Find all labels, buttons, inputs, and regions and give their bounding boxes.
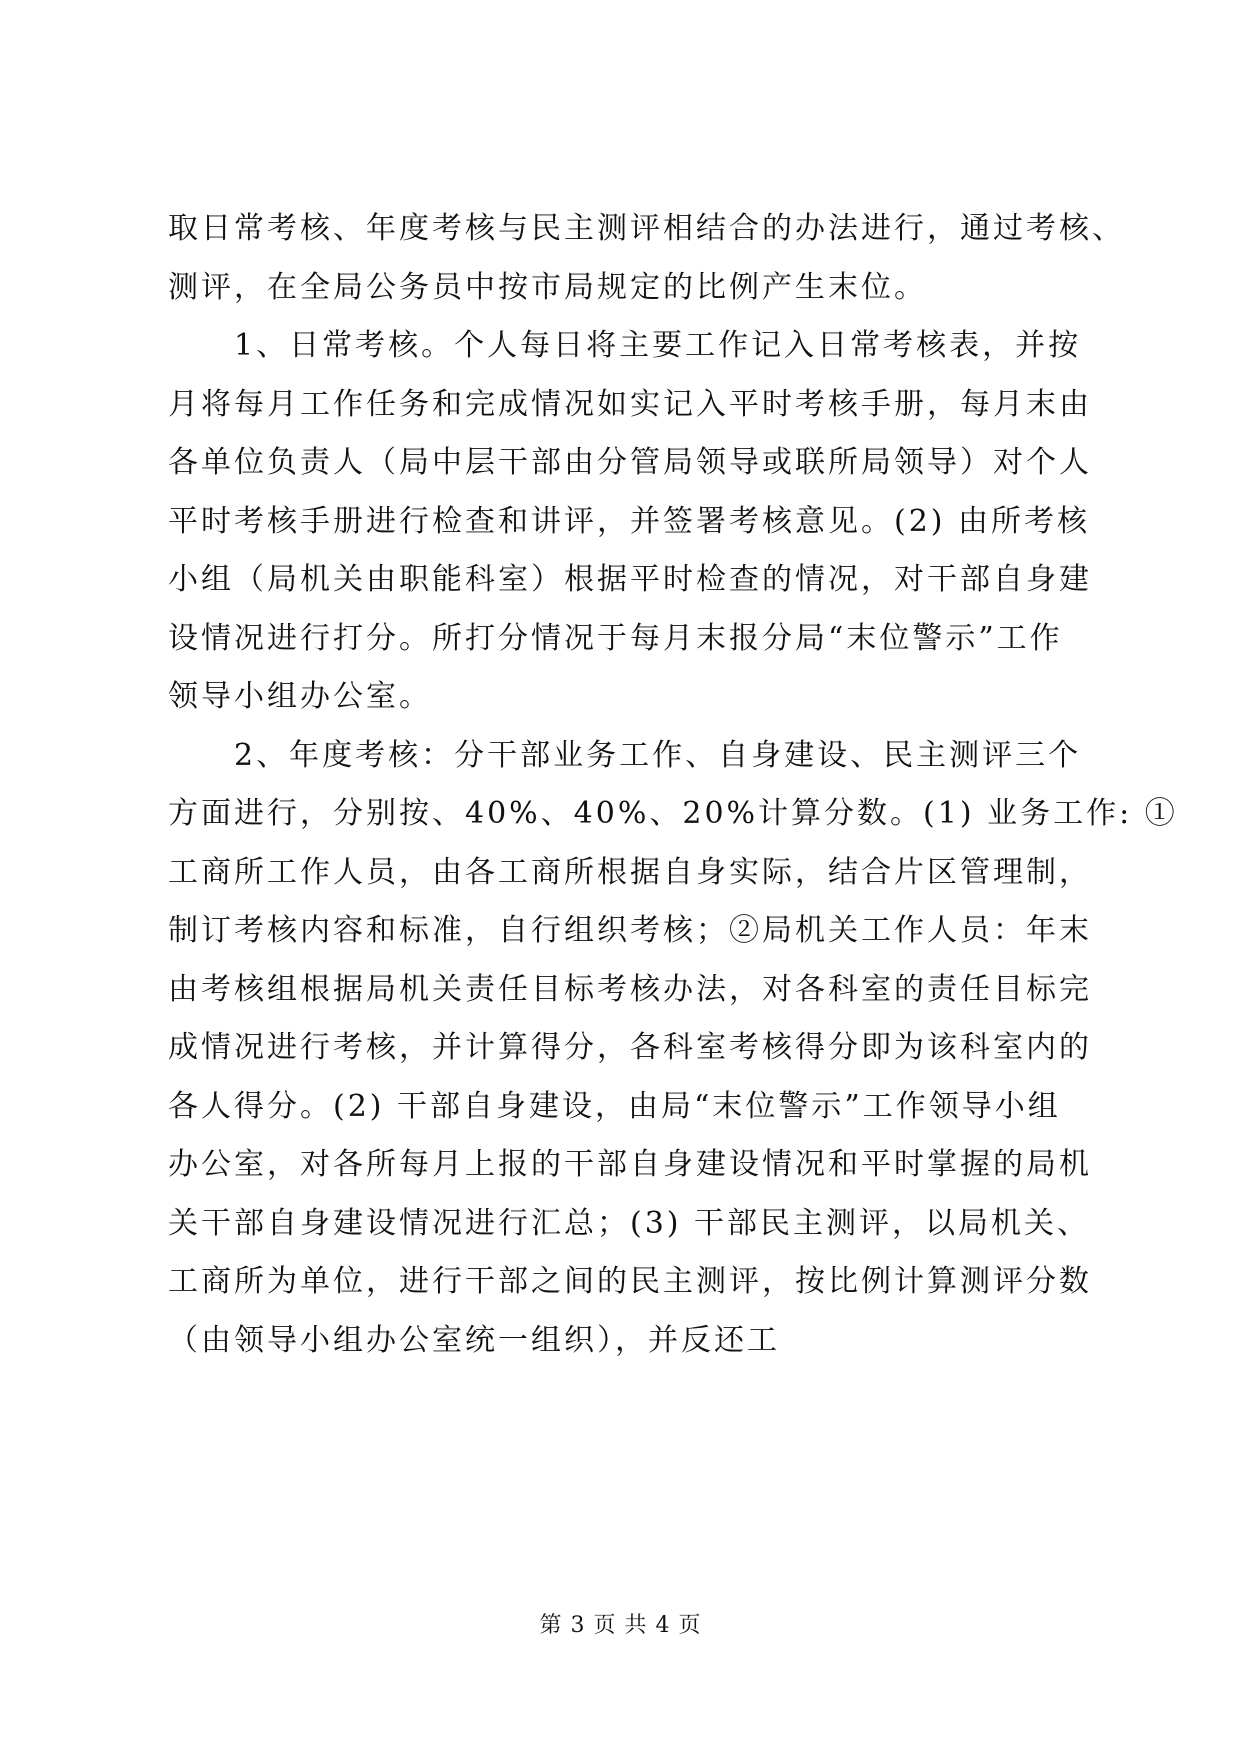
page-footer: [0, 1608, 1241, 1639]
text-line: 工商所为单位，进行干部之间的民主测评，按比例计算测评分数: [168, 1264, 1092, 1299]
text-line: 领导小组办公室。: [168, 679, 432, 714]
text-line: 各单位负责人（局中层干部由分管局领导或联所局领导）对个人: [168, 445, 1092, 480]
text-line: 办公室，对各所每月上报的干部自身建设情况和平时掌握的局机: [168, 1147, 1092, 1182]
text-line: 平时考核手册进行检查和讲评，并签署考核意见。(2) 由所考核: [168, 503, 1091, 539]
text-line: 2、年度考核：分干部业务工作、自身建设、民主测评三个: [168, 737, 1082, 773]
text-line: 工商所工作人员，由各工商所根据自身实际，结合片区管理制，: [168, 854, 1092, 890]
text-line: 方面进行，分别按、40%、40%、20%计算分数。(1) 业务工作: ①: [168, 796, 1178, 831]
text-line: 制订考核内容和标准，自行组织考核；②局机关工作人员：年末: [168, 913, 1092, 948]
text-line: 取日常考核、年度考核与民主测评相结合的办法进行，通过考核、: [168, 211, 1125, 246]
text-line: （由领导小组办公室统一组织），并反还工: [168, 1322, 780, 1358]
text-line: 由考核组根据局机关责任目标考核办法，对各科室的责任目标完: [168, 971, 1092, 1007]
text-line: 设情况进行打分。所打分情况于每月末报分局“末位警示”工作: [168, 620, 1063, 656]
text-line: 1、日常考核。个人每日将主要工作记入日常考核表，并按: [168, 328, 1082, 363]
page-number-label: 第 3 页 共 4 页: [539, 1613, 702, 1638]
text-line: 测评，在全局公务员中按市局规定的比例产生末位。: [168, 269, 927, 305]
text-line: 成情况进行考核，并计算得分，各科室考核得分即为该科室内的: [168, 1030, 1092, 1065]
text-line: 月将每月工作任务和完成情况如实记入平时考核手册，每月末由: [168, 386, 1092, 422]
body-text: [168, 200, 1178, 1370]
text-line: 各人得分。(2) 干部自身建设，由局“末位警示”工作领导小组: [168, 1088, 1061, 1124]
text-line: 小组（局机关由职能科室）根据平时检查的情况，对干部自身建: [168, 562, 1092, 597]
text-line: 关干部自身建设情况进行汇总；(3) 干部民主测评，以局机关、: [168, 1205, 1091, 1241]
